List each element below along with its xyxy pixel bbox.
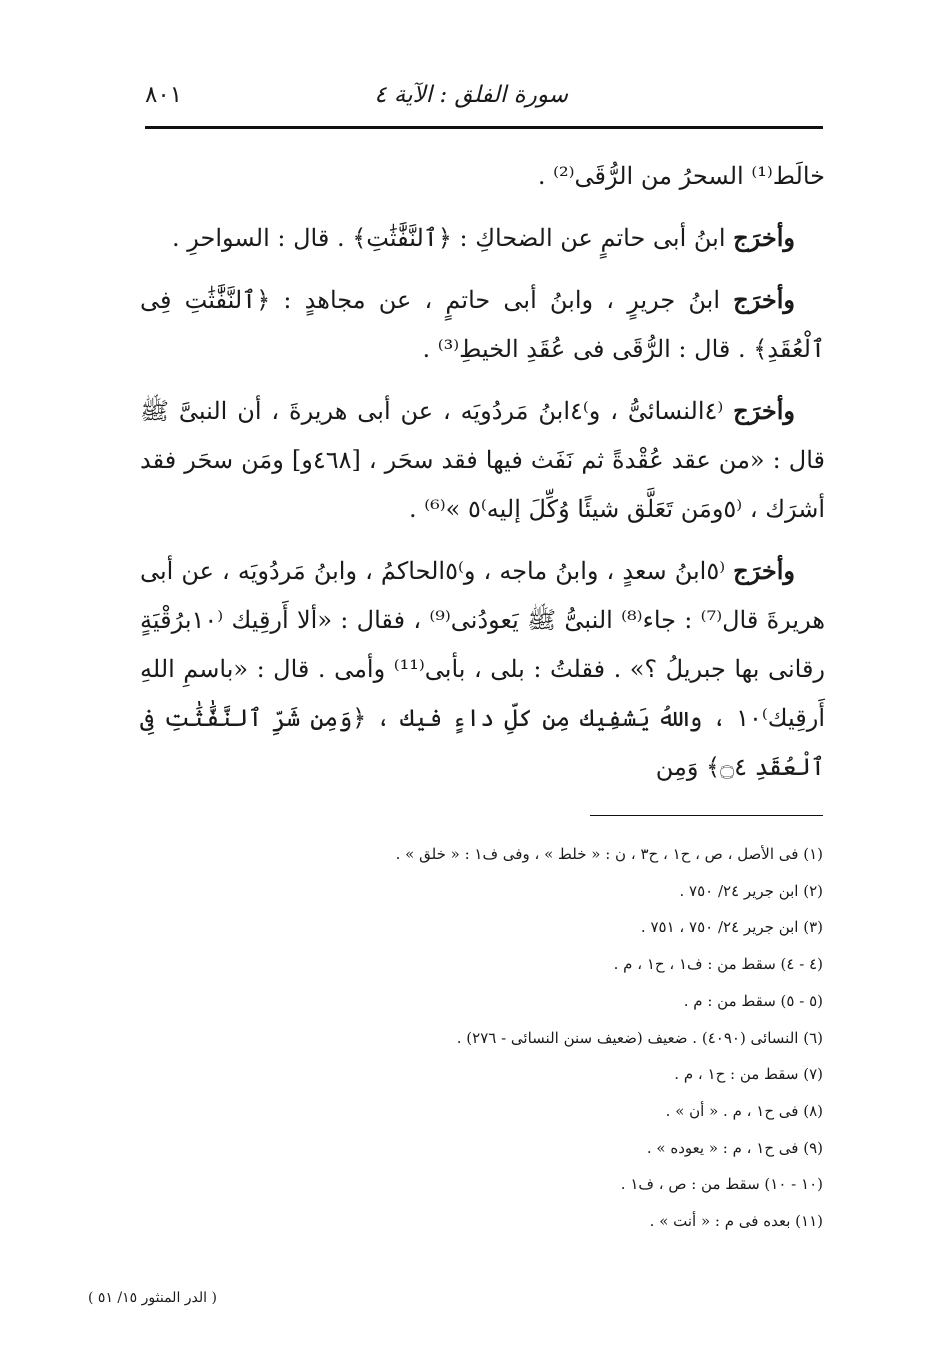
footnote: (١) فى الأصل ، ص ، ح١ ، ح٣ ، ن : « خلط » ، وفى ف١ : « خلق » . (395, 845, 823, 863)
paragraph-2: وأخرَج ابنُ أبى حاتمٍ عن الضحاكِ : ﴿ٱلنَّفَّٰثَٰتِ﴾ . قال : السواحرِ . (171, 223, 795, 252)
footnote: (٧) سقط من : ح١ ، م . (674, 1065, 823, 1084)
paragraph-3: وأخرَج ابنُ جريرٍ ، وابنُ أبى حاتمٍ ، عن مجاهدٍ : ﴿ٱلنَّفَّٰثَٰتِ فِى ٱلْعُقَدِ﴾ . قال : الرُّقَى فى عُقَدِ الخيطِ⁽³⁾ . (140, 285, 825, 363)
surah-title: سورة الفلق : الآية ٤ (374, 82, 568, 108)
footnote: (٦) النسائى (٤٠٩٠) . ضعيف (ضعيف سنن النسائى - ٢٧٦) . (456, 1028, 823, 1047)
main-text (140, 152, 825, 804)
paragraph-lead: وأخرَج (733, 223, 795, 252)
footnotes (140, 836, 823, 1240)
paragraph-4: وأخرَج ⁽٤النسائىُّ ، و⁾٤ابنُ مَردُويَه ، عن أبى هريرةَ ، أن النبىَّ ﷺ قال : «من عقد عُقْدةً ثم نَفَث فيها فقد سحَر ، [٤٦٨و] ومَن سحَر فقد أشرَك ، ⁽٥ومَن تَعَلَّق شيئًا وُكِّلَ إليه⁾٥ »⁽⁶⁾ . (140, 396, 825, 523)
source-reference: ( الدر المنثور ١٥/ ٥١ ) (88, 1290, 217, 1306)
footnote: (٢) ابن جرير ٢٤/ ٧٥٠ . (679, 881, 823, 900)
footnote: (١٠ - ١٠) سقط من : ص ، ف١ . (620, 1175, 823, 1194)
footnote: (٩) فى ح١ ، م : « يعوده » . (646, 1138, 823, 1157)
footnote-divider (590, 815, 823, 816)
paragraph-5: وأخرَج ⁽٥ابنُ سعدٍ ، وابنُ ماجه ، و⁾٥الحاكمُ ، وابنُ مَردُويَه ، عن أبى هريرةَ قال⁽⁷⁾ : جاء⁽⁸⁾ النبىُّ ﷺ يَعودُنى⁽⁹⁾ ، فقال : «ألا أَرقِيك ⁽١٠برُقْيَةٍ رقانى بها جبريلُ ؟» . فقلتُ : بلى ، بأبى⁽¹¹⁾ وأمى . قال : «باسمِ اللهِ أَرقِيك⁾١٠ ، واللهُ يَشفِيك مِن كلِّ داءٍ فيك ، ﴿وَمِن شَرِّ ٱلنَّفَّٰثَٰتِ فِى ٱلْعُقَدِ ۝٤﴾ وَمِن (140, 556, 826, 781)
footnote: (٥ - ٥) سقط من : م . (683, 991, 823, 1010)
footnote: (٤ - ٤) سقط من : ف١ ، ح١ ، م . (613, 955, 823, 974)
paragraph-1: خالَط⁽¹⁾ السحرُ من الرُّقَى⁽²⁾ . (537, 162, 825, 190)
footnote: (١١) بعده فى م : « أنت » . (649, 1212, 823, 1231)
footnote: (٣) ابن جرير ٢٤/ ٧٥٠ ، ٧٥١ . (640, 918, 823, 937)
paragraph-lead: وأخرَج (733, 396, 795, 425)
footnote: (٨) فى ح١ ، م . « أن » . (665, 1101, 823, 1120)
page-header (145, 78, 823, 122)
page-number: ٨٠١ (145, 82, 183, 108)
paragraph-lead: وأخرَج (733, 556, 795, 585)
paragraph-lead: وأخرَج (733, 285, 795, 314)
header-divider (145, 126, 823, 129)
